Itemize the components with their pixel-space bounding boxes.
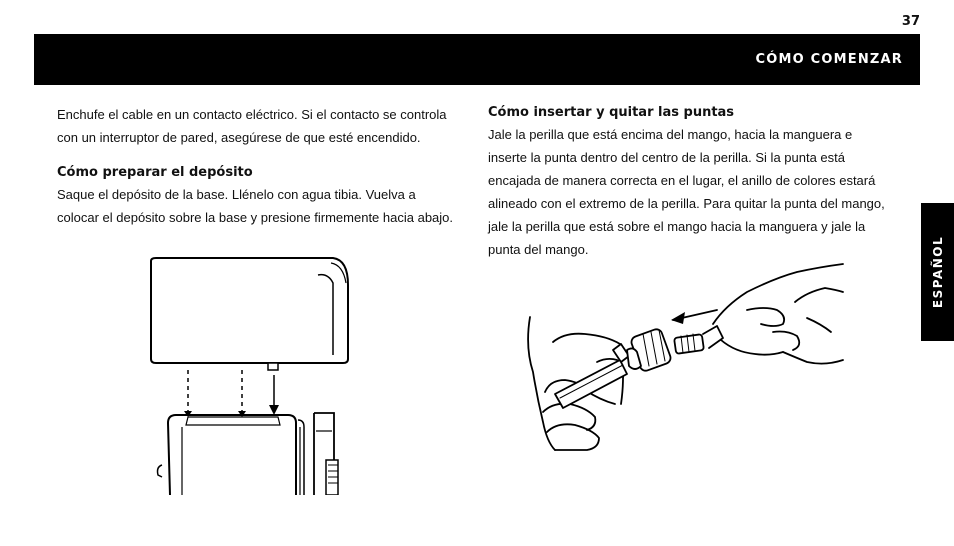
left-column	[57, 103, 459, 229]
page-number: 37	[901, 14, 920, 29]
right-column	[488, 103, 886, 261]
header-bar	[34, 34, 920, 85]
header-title: CÓMO COMENZAR	[755, 52, 903, 67]
reservoir-section-title: Cómo preparar el depósito	[57, 165, 253, 180]
side-tab-label: ESPAÑOL	[930, 235, 945, 309]
tip-insertion-illustration	[525, 262, 845, 462]
language-side-tab	[921, 203, 954, 341]
tips-section-title: Cómo insertar y quitar las puntas	[488, 105, 735, 120]
intro-paragraph: Enchufe el cable en un contacto eléctrico. Si el contacto se controla con un interruptor de pared, asegúrese de que esté encendido.	[57, 107, 447, 145]
tips-section-body: Jale la perilla que está encima del mango, hacia la manguera e inserte la punta dentro del centro de la perilla. Si la punta está encajada de manera correcta en el lugar, el anillo de colores estará alineado con el extremo de la perilla. Para quitar la punta del mango, jale la perilla que está sobre el mango hacia la manguera y jale la punta del mango.	[488, 127, 885, 257]
reservoir-illustration	[148, 255, 358, 495]
reservoir-section-body: Saque el depósito de la base. Llénelo con agua tibia. Vuelva a colocar el depósito sobre la base y presione firmemente hacia abajo.	[57, 187, 454, 225]
spacer	[57, 149, 459, 163]
